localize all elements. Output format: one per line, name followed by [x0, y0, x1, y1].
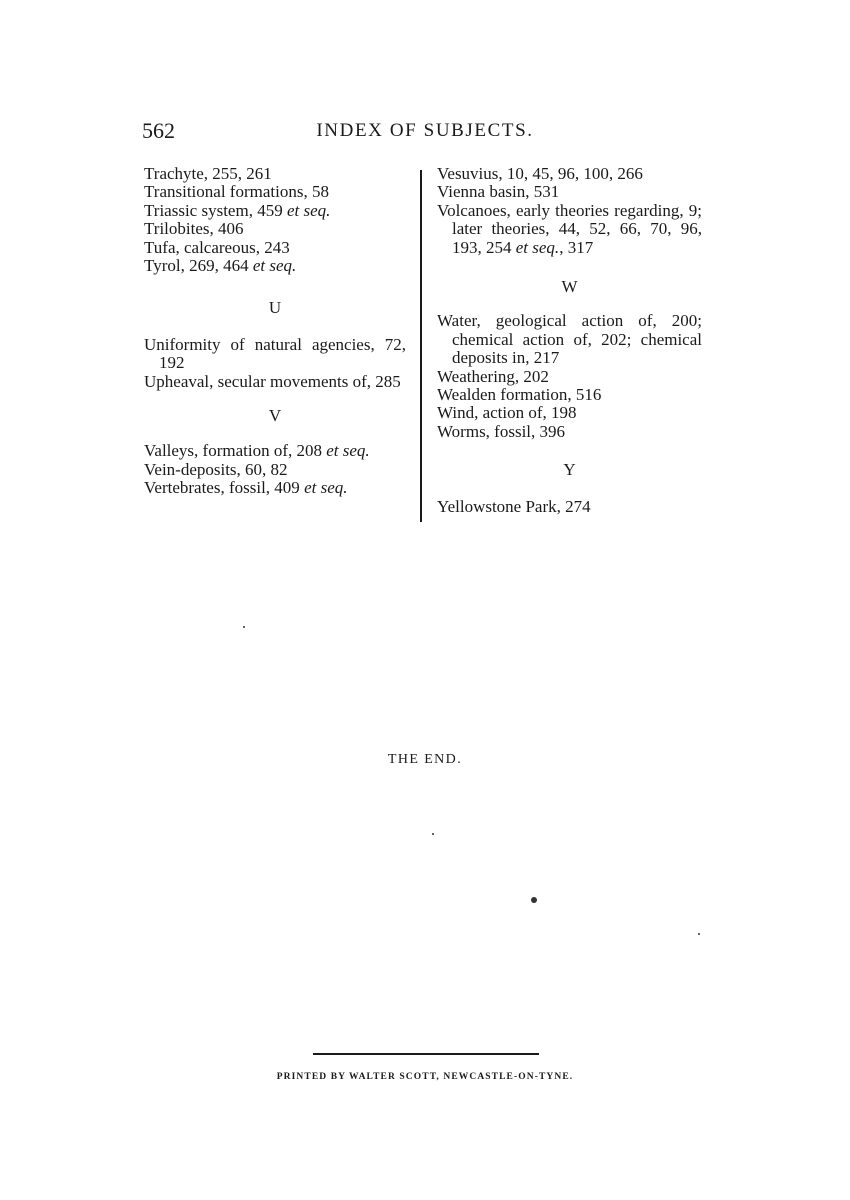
ink-speck — [698, 933, 700, 935]
index-entry: Transitional formations, 58 — [144, 182, 329, 202]
printer-imprint: PRINTED BY WALTER SCOTT, NEWCASTLE-ON-TYNE. — [276, 1072, 574, 1082]
section-letter-w: W — [561, 277, 578, 297]
index-entry: Wind, action of, 198 — [437, 403, 577, 423]
index-entry: Vertebrates, fossil, 409 et seq. — [144, 478, 348, 498]
index-entry: Uniformity of natural agencies, 72, 192 — [144, 334, 406, 373]
index-entry: Worms, fossil, 396 — [437, 421, 566, 441]
entry-group-t — [144, 165, 406, 275]
index-entry: Vein-deposits, 60, 82 — [144, 459, 288, 479]
index-entry: Weathering, 202 — [437, 366, 549, 386]
entry-group-u — [144, 336, 406, 391]
ink-speck — [432, 833, 434, 835]
entry-group-y — [437, 498, 702, 516]
column-divider — [420, 170, 422, 522]
running-head: INDEX OF SUBJECTS. — [316, 120, 534, 141]
italic-et-seq: et seq. — [286, 200, 331, 220]
entry-group-w — [437, 312, 702, 441]
entry-group-v-right — [437, 165, 702, 257]
italic-et-seq: et seq. — [252, 256, 297, 276]
index-entry: Trachyte, 255, 261 — [144, 164, 272, 183]
ink-speck — [243, 626, 245, 628]
index-column-right — [437, 165, 702, 516]
index-entry: Wealden formation, 516 — [437, 385, 602, 405]
index-column-left — [144, 165, 406, 498]
index-entry: Water, geological action of, 200; chemical action of, 202; chemical deposits in, 217 — [437, 311, 702, 368]
section-letter-u: U — [268, 298, 282, 318]
section-letter-v: V — [268, 406, 282, 426]
italic-et-seq: et seq. — [326, 441, 370, 461]
italic-et-seq: et seq. — [515, 237, 560, 257]
index-entry: Yellowstone Park, 274 — [437, 496, 591, 516]
entry-group-v — [144, 442, 406, 497]
index-entry: Volcanoes, early theories regarding, 9; later theories, 44, 52, 66, 70, 96, 193, 254 et seq., 317 — [437, 200, 702, 257]
index-entry: Tufa, calcareous, 243 — [144, 237, 290, 257]
index-entry: Upheaval, secular movements of, 285 — [144, 371, 401, 391]
section-letter-y: Y — [563, 460, 576, 480]
italic-et-seq: et seq. — [304, 478, 348, 498]
page-number: 562 — [142, 118, 175, 143]
the-end: THE END. — [387, 752, 463, 767]
index-entry: Triassic system, 459 et seq. — [144, 200, 331, 220]
index-entry: Tyrol, 269, 464 et seq. — [144, 256, 297, 276]
ink-speck — [531, 897, 537, 903]
index-entry: Vesuvius, 10, 45, 96, 100, 266 — [437, 164, 643, 183]
index-entry: Trilobites, 406 — [144, 219, 244, 239]
index-entry: Valleys, formation of, 208 et seq. — [144, 441, 370, 461]
footer-rule — [313, 1053, 539, 1055]
index-entry: Vienna basin, 531 — [437, 182, 560, 202]
